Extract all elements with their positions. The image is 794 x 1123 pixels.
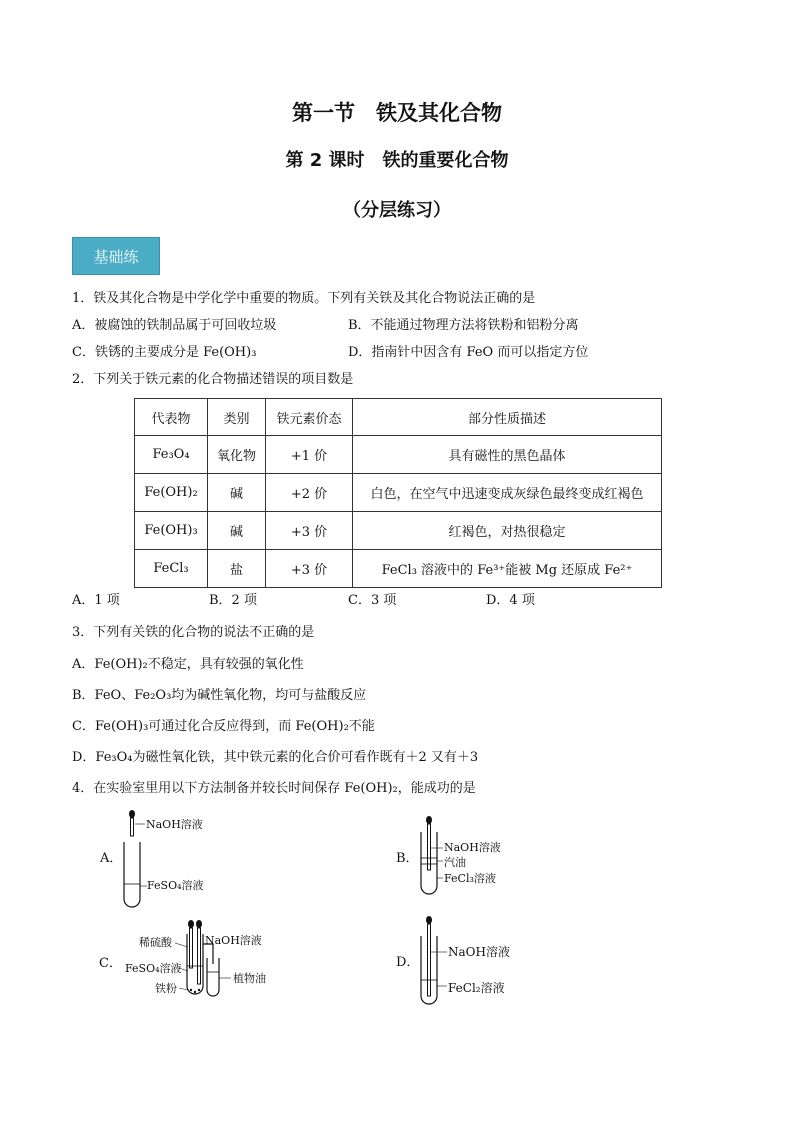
q2-option-a[interactable]: A．1 项 <box>72 593 120 608</box>
table-cell: 白色，在空气中迅速变成灰绿色最终变成红褐色 <box>353 474 662 512</box>
table-row <box>135 550 662 588</box>
dropper-icon <box>426 816 432 870</box>
table-cell: +1 价 <box>266 436 353 474</box>
table-cell: Fe₃O₄ <box>135 436 208 474</box>
connecting-tube-icon <box>203 944 213 964</box>
practice-mode: （分层练习） <box>343 200 451 221</box>
apparatus-label: FeSO₄溶液 <box>125 962 182 975</box>
apparatus-label: 植物油 <box>233 972 266 985</box>
table-cell: +2 价 <box>266 474 353 512</box>
table-header-cell: 类别 <box>208 399 266 436</box>
apparatus-label: NaOH溶液 <box>448 945 510 959</box>
q1-option-d[interactable]: D．指南针中因含有 FeO 而可以指定方位 <box>348 345 589 360</box>
table-cell: Fe(OH)₂ <box>135 474 208 512</box>
q2-stem: 2．下列关于铁元素的化合物描述错误的项目数是 <box>72 372 354 387</box>
q3-stem: 3．下列有关铁的化合物的说法不正确的是 <box>72 625 315 640</box>
dropper-icon <box>426 916 432 996</box>
table-cell: +3 价 <box>266 512 353 550</box>
option-letter: D． <box>396 955 420 970</box>
table-header-row <box>135 399 662 436</box>
dropper-icon <box>196 920 202 984</box>
apparatus-label: NaOH溶液 <box>205 934 262 947</box>
lesson-subtitle: 第 2 课时 铁的重要化合物 <box>285 150 509 171</box>
apparatus-label: 汽油 <box>444 856 466 869</box>
table-cell: 具有磁性的黑色晶体 <box>353 436 662 474</box>
apparatus-label: FeCl₃溶液 <box>444 872 496 885</box>
q1-option-c[interactable]: C．铁锈的主要成分是 Fe(OH)₃ <box>72 345 257 360</box>
apparatus-c[interactable] <box>95 916 275 1006</box>
apparatus-label: NaOH溶液 <box>146 818 203 831</box>
dropper-icon <box>129 810 135 836</box>
q4-stem: 4．在实验室里用以下方法制备并较长时间保存 Fe(OH)₂，能成功的是 <box>72 781 476 796</box>
page-title: 第一节 铁及其化合物 <box>292 101 502 125</box>
table-header-cell: 部分性质描述 <box>353 399 662 436</box>
table-header-cell: 铁元素价态 <box>266 399 353 436</box>
table-row <box>135 474 662 512</box>
q1-stem: 1．铁及其化合物是中学化学中重要的物质。下列有关铁及其化合物说法正确的是 <box>72 291 536 306</box>
q2-option-d[interactable]: D．4 项 <box>486 593 535 608</box>
apparatus-d[interactable] <box>393 912 553 1010</box>
q3-option-c[interactable]: C．Fe(OH)₃可通过化合反应得到，而 Fe(OH)₂不能 <box>72 719 375 734</box>
option-letter: B． <box>396 851 419 866</box>
q3-option-d[interactable]: D．Fe₃O₄为磁性氧化铁，其中铁元素的化合价可看作既有＋2 又有＋3 <box>72 750 479 765</box>
table-header-cell: 代表物 <box>135 399 208 436</box>
table-cell: FeCl₃ 溶液中的 Fe³⁺能被 Mg 还原成 Fe²⁺ <box>353 550 662 588</box>
table-cell: 盐 <box>208 550 266 588</box>
apparatus-a[interactable] <box>95 806 245 911</box>
apparatus-label: 铁粉 <box>155 982 177 995</box>
table-cell: FeCl₃ <box>135 550 208 588</box>
apparatus-label: FeSO₄溶液 <box>147 879 204 892</box>
table-cell: +3 价 <box>266 550 353 588</box>
q1-option-a[interactable]: A．被腐蚀的铁制品属于可回收垃圾 <box>72 318 277 333</box>
section-badge: 基础练 <box>72 237 160 275</box>
q2-option-b[interactable]: B．2 项 <box>209 593 257 608</box>
table-cell: 红褐色，对热很稳定 <box>353 512 662 550</box>
apparatus-b[interactable] <box>393 812 543 900</box>
table-cell: 氧化物 <box>208 436 266 474</box>
q2-option-c[interactable]: C．3 项 <box>348 593 397 608</box>
q1-option-b[interactable]: B．不能通过物理方法将铁粉和铝粉分离 <box>348 318 579 333</box>
q3-option-a[interactable]: A．Fe(OH)₂不稳定，具有较强的氧化性 <box>72 657 304 672</box>
test-tube-icon <box>124 842 140 907</box>
apparatus-label: 稀硫酸 <box>139 936 172 949</box>
q3-option-b[interactable]: B．FeO、Fe₂O₃均为碱性氧化物，均可与盐酸反应 <box>72 688 367 703</box>
dropper-icon <box>188 920 194 968</box>
table-row <box>135 512 662 550</box>
apparatus-label: FeCl₂溶液 <box>448 981 505 995</box>
table-cell: Fe(OH)₃ <box>135 512 208 550</box>
table-cell: 碱 <box>208 512 266 550</box>
table-cell: 碱 <box>208 474 266 512</box>
table-row <box>135 436 662 474</box>
option-letter: A． <box>100 851 123 866</box>
option-letter: C． <box>99 956 122 971</box>
apparatus-label: NaOH溶液 <box>444 841 501 854</box>
properties-table <box>134 398 662 588</box>
